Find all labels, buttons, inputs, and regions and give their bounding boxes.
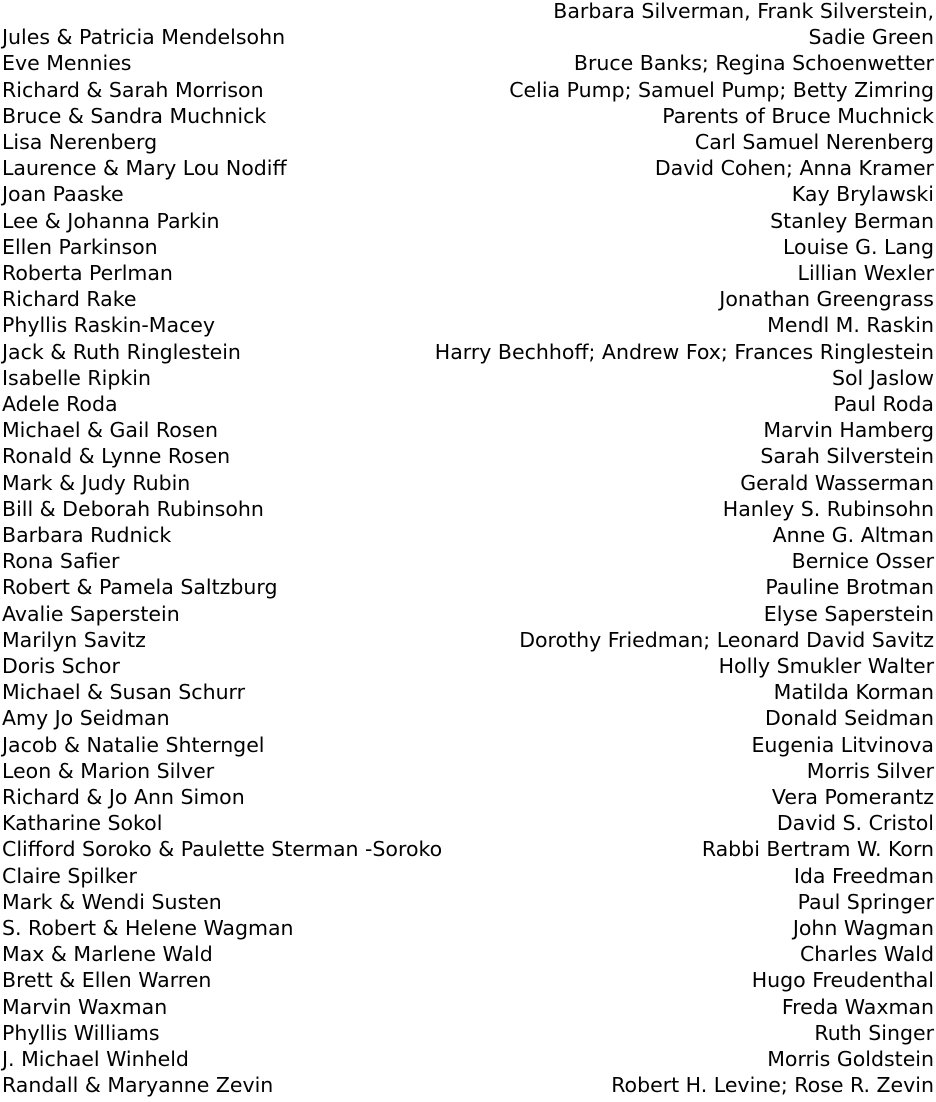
list-item <box>0 181 936 207</box>
donor-name: Lisa Nerenberg <box>2 130 158 154</box>
honoree-name: David S. Cristol <box>776 811 934 836</box>
list-item <box>0 24 936 50</box>
list-item <box>0 1046 936 1072</box>
donor-name: Phyllis Williams <box>2 1020 160 1045</box>
list-item <box>0 50 936 76</box>
list-item <box>0 732 936 758</box>
honoree-name: Hugo Freudenthal <box>751 968 934 993</box>
honoree-name: Sadie Green <box>808 25 934 50</box>
honoree-name: Stanley Berman <box>770 208 934 233</box>
honoree-name: Donald Seidman <box>765 706 934 731</box>
list-item <box>0 312 936 338</box>
list-item <box>0 548 936 574</box>
donor-name: Max & Marlene Wald <box>2 942 213 967</box>
list-item <box>0 155 936 181</box>
donor-name: Leon & Marion Silver <box>2 758 215 783</box>
honoree-name: Mendl M. Raskin <box>767 313 934 338</box>
list-item <box>0 810 936 836</box>
honoree-name: Sarah Silverstein <box>760 444 934 469</box>
list-item <box>0 653 936 679</box>
donor-name: Roberta Perlman <box>2 261 173 285</box>
honoree-name: Sol Jaslow <box>831 365 934 390</box>
donor-name: Richard & Sarah Morrison <box>2 77 264 102</box>
honoree-name: John Wagman <box>792 916 934 940</box>
list-item <box>0 836 936 862</box>
donor-name: Lee & Johanna Parkin <box>2 208 220 233</box>
list-item <box>0 941 936 967</box>
donor-name: Michael & Susan Schurr <box>2 680 246 705</box>
honoree-name: Hanley S. Rubinsohn <box>722 496 934 521</box>
donor-name: Katharine Sokol <box>2 811 163 836</box>
list-item <box>0 339 936 365</box>
donor-name: Jules & Patricia Mendelsohn <box>2 25 286 50</box>
honoree-name: Celia Pump; Samuel Pump; Betty Zimring <box>509 77 934 102</box>
honoree-name: Harry Bechhoff; Andrew Fox; Frances Ringlestein <box>434 339 934 364</box>
list-item <box>0 286 936 312</box>
honoree-name: Ida Freedman <box>793 863 934 888</box>
donor-name: Clifford Soroko & Paulette Sterman -Soroko <box>2 837 443 862</box>
donor-name: Jacob & Natalie Shterngel <box>2 732 265 757</box>
donor-name: Joan Paaske <box>2 182 124 207</box>
list-item <box>0 260 936 286</box>
donor-name: Rona Safier <box>2 549 120 574</box>
list-item <box>0 522 936 548</box>
honoree-name: Freda Waxman <box>781 994 934 1019</box>
donor-name: Claire Spilker <box>2 863 137 888</box>
honoree-name: Holly Smukler Walter <box>718 654 934 678</box>
honoree-name: Louise G. Lang <box>782 234 934 259</box>
list-item <box>0 863 936 889</box>
donor-name: S. Robert & Helene Wagman <box>2 916 294 940</box>
list-item <box>0 1020 936 1046</box>
donor-name: Isabelle Ripkin <box>2 365 151 390</box>
list-item <box>0 0 936 24</box>
honoree-name: Carl Samuel Nerenberg <box>694 130 934 154</box>
honoree-name: Jonathan Greengrass <box>719 287 934 312</box>
list-item <box>0 705 936 731</box>
donor-name: Ronald & Lynne Rosen <box>2 444 231 469</box>
honoree-name: Rabbi Bertram W. Korn <box>701 837 934 862</box>
list-item <box>0 1072 936 1098</box>
list-item <box>0 627 936 653</box>
honoree-name: Marvin Hamberg <box>763 418 934 443</box>
list-item <box>0 365 936 391</box>
list-item <box>0 994 936 1020</box>
honoree-name: Gerald Wasserman <box>740 470 934 495</box>
list-item <box>0 443 936 469</box>
list-item <box>0 601 936 627</box>
list-item <box>0 391 936 417</box>
list-item <box>0 889 936 915</box>
donor-name: Laurence & Mary Lou Nodiff <box>2 156 287 181</box>
list-item <box>0 496 936 522</box>
donor-name: Doris Schor <box>2 654 120 678</box>
donor-name: Mark & Judy Rubin <box>2 470 191 495</box>
list-item <box>0 208 936 234</box>
honoree-name: Bernice Osser <box>791 549 934 574</box>
donor-name: Robert & Pamela Saltzburg <box>2 575 278 600</box>
honoree-name: Barbara Silverman, Frank Silverstein, <box>553 0 934 23</box>
list-item <box>0 417 936 443</box>
honoree-name: Parents of Bruce Muchnick <box>662 103 934 128</box>
honoree-name: Lillian Wexler <box>797 261 934 285</box>
honoree-name: Charles Wald <box>799 942 934 967</box>
donor-name: Mark & Wendi Susten <box>2 889 222 914</box>
donor-name: Ellen Parkinson <box>2 234 158 259</box>
honoree-name: David Cohen; Anna Kramer <box>654 156 934 181</box>
list-item <box>0 234 936 260</box>
donor-name: Eve Mennies <box>2 51 132 76</box>
honoree-name: Kay Brylawski <box>791 182 934 207</box>
list-item <box>0 758 936 784</box>
donor-name: Richard & Jo Ann Simon <box>2 785 245 809</box>
donor-name: Adele Roda <box>2 392 118 416</box>
donor-name: Randall & Maryanne Zevin <box>2 1073 274 1098</box>
donor-name: Phyllis Raskin-Macey <box>2 313 216 338</box>
honoree-name: Paul Springer <box>797 889 934 914</box>
donor-name: Avalie Saperstein <box>2 601 180 626</box>
list-item <box>0 784 936 810</box>
honoree-name: Bruce Banks; Regina Schoenwetter <box>573 51 934 76</box>
honoree-name: Paul Roda <box>833 392 934 416</box>
list-item <box>0 967 936 993</box>
honoree-name: Matilda Korman <box>773 680 934 705</box>
donor-name: J. Michael Winheld <box>2 1047 189 1071</box>
honoree-name: Elyse Saperstein <box>763 601 934 626</box>
honoree-name: Robert H. Levine; Rose R. Zevin <box>611 1073 934 1098</box>
donor-name: Bill & Deborah Rubinsohn <box>2 496 264 521</box>
list-item <box>0 129 936 155</box>
honoree-name: Morris Goldstein <box>767 1047 934 1071</box>
donor-name: Marilyn Savitz <box>2 627 146 652</box>
honoree-name: Vera Pomerantz <box>771 785 934 809</box>
honoree-name: Dorothy Friedman; Leonard David Savitz <box>519 627 934 652</box>
donor-name: Bruce & Sandra Muchnick <box>2 103 267 128</box>
donor-name: Brett & Ellen Warren <box>2 968 212 993</box>
donor-name: Jack & Ruth Ringlestein <box>2 339 241 364</box>
donor-name: Marvin Waxman <box>2 994 168 1019</box>
honoree-name: Morris Silver <box>806 758 934 783</box>
donor-name: Barbara Rudnick <box>2 523 172 547</box>
list-item <box>0 470 936 496</box>
list-item <box>0 574 936 600</box>
list-item <box>0 679 936 705</box>
donor-name: Michael & Gail Rosen <box>2 418 219 443</box>
honoree-name: Pauline Brotman <box>765 575 934 600</box>
honoree-name: Eugenia Litvinova <box>751 732 934 757</box>
list-item <box>0 103 936 129</box>
honoree-name: Anne G. Altman <box>772 523 934 547</box>
donor-name: Amy Jo Seidman <box>2 706 170 731</box>
list-item <box>0 77 936 103</box>
honoree-name: Ruth Singer <box>814 1020 934 1045</box>
donor-name: Richard Rake <box>2 287 137 312</box>
list-item <box>0 915 936 941</box>
